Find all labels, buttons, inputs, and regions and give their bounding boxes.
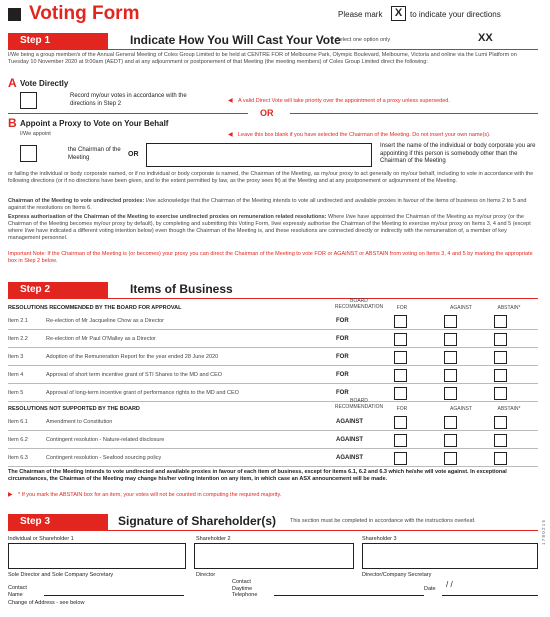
step3-label: Step 3 [8,514,108,530]
header-square-icon [8,8,21,21]
signature-field-1[interactable] [8,543,186,569]
option-a-letter: A [8,76,17,90]
table-row [8,366,538,384]
contact-phone-label: Contact Daytime Telephone [232,579,258,598]
chairman-label: the Chairman of the Meeting [68,147,121,161]
or-divider-right [290,113,538,114]
signature-field-3[interactable] [362,543,538,569]
step2-divider [8,298,538,299]
change-address-label: Change of Address - see below [8,600,85,606]
mark-instruction: Please mark [338,10,383,19]
not-supported-abstain-checkbox[interactable] [494,434,507,447]
chairman-checkbox[interactable] [20,145,37,162]
step1-title: Indicate How You Will Cast Your Vote [130,33,341,47]
recommended-against-checkbox[interactable] [444,351,457,364]
recommended-for-checkbox[interactable] [394,351,407,364]
sig-role-director: Director [196,572,216,578]
step3-title: Signature of Shareholder(s) [118,514,277,528]
board-recommendation: FOR [336,318,349,324]
recommended-for-checkbox[interactable] [394,333,407,346]
col-abstain: ABSTAIN* [497,305,521,311]
recommended-for-checkbox[interactable] [394,369,407,382]
table-row [8,348,538,366]
board-recommendation: AGAINST [336,437,363,443]
item-description: Adoption of the Remuneration Report for the year ended 28 June 2020 [46,354,219,360]
item-description: Approval of short term incentive grant of STI Shares to the MD and CEO [46,372,223,378]
table-row [8,384,538,402]
not-supported-against-checkbox[interactable] [444,434,457,447]
para3-bold: Express authorisation of the Chairman of the Meeting to exercise undirected proxies on remuneration related resolutions: [8,214,327,220]
arrow-right-icon: ▶ [8,492,13,498]
step2-label: Step 2 [8,282,108,298]
form-code: XX [478,32,493,44]
item-number: Item 6.1 [8,419,28,425]
item-number: Item 5 [8,390,24,396]
recommended-against-checkbox[interactable] [444,315,457,328]
recommended-against-checkbox[interactable] [444,387,457,400]
sig-label-sh3: Shareholder 3 [362,536,397,542]
para2-bold: Chairman of the Meeting to vote undirected proxies: [8,198,145,204]
option-a-checkbox[interactable] [20,92,37,109]
step3-divider [8,530,538,531]
recommended-against-checkbox[interactable] [444,333,457,346]
board-recommendation: FOR [336,354,349,360]
not-supported-for-checkbox[interactable] [394,434,407,447]
sig-label-individual: Individual or Shareholder 1 [8,536,74,542]
date-label: Date [424,586,436,592]
arrow-left-icon: ◀ [228,98,233,104]
item-description: Re-election of Mr Jacqueline Chow as a Director [46,318,164,324]
mark-instruction-2: to indicate your directions [410,10,501,19]
step1-label: Step 1 [8,33,108,49]
recommended-for-checkbox[interactable] [394,387,407,400]
insert-name-note: Insert the name of the individual or body corporate you are appointing if this person is somebody other than the Chairman of the Meeting [380,143,536,164]
item-description: Contingent resolution - Seafood sourcing policy [46,455,162,461]
we-appoint-label: I/We appoint [20,131,51,137]
item-description: Approval of long-term incentive grant of performance rights to the MD and CEO [46,390,239,396]
contact-name-field[interactable] [44,595,184,596]
not-supported-header: RESOLUTIONS NOT SUPPORTED BY THE BOARD [8,406,140,412]
chair-voting-note: The Chairman of the Meeting intends to vote undirected and available proxies in favour of each item of business, except for items 6.1, 6.2 and 6.3 which he/she will vote against. In exceptional circumstances, the Chairman of the Meeting may change his/her voting intention on any item, in which case an ASX announcement will be made. [8,469,507,482]
date-field[interactable] [442,595,538,596]
item-number: Item 2.1 [8,318,28,324]
col-board-recommendation: BOARD RECOMMENDATION [334,298,384,310]
signature-field-2[interactable] [194,543,354,569]
step1-divider [8,49,538,50]
option-a-title: Vote Directly [20,79,69,88]
step3-subtitle: This section must be completed in accordance with the instructions overleaf. [290,518,476,524]
col-for-2: FOR [396,406,408,412]
not-supported-abstain-checkbox[interactable] [494,452,507,465]
board-recommendation: FOR [336,390,349,396]
recommended-header: RESOLUTIONS RECOMMENDED BY THE BOARD FOR APPROVAL [8,305,182,311]
or-label: OR [260,108,274,118]
or-small-label: OR [128,151,139,158]
side-code: 1 7 8 0 2 1 5 [541,520,546,546]
item-description: Amendment to Constitution [46,419,113,425]
item-number: Item 2.2 [8,336,28,342]
col-abstain-2: ABSTAIN* [497,406,521,412]
item-number: Item 6.3 [8,455,28,461]
option-b-letter: B [8,116,17,130]
not-supported-for-checkbox[interactable] [394,452,407,465]
step1-intro: I/We being a group member/s of the Annual General Meeting of Coles Group Limited to be held at CENTRE FOR of Melbourne Park, Olympic Boulevard, Melbourne, Victoria and online via the Lumi Platform on Tuesday 10 November 2020 at 9:00am (AEDT) and at any adjournment or postponement of that Meeting (the meeting members) of Coles Group Limited direct the following: [8,52,517,65]
important-note: Important Note: If the Chairman of the Meeting is (or becomes) your proxy you can direct the Chairman of the Meeting to vote FOR or AGAINST or ABSTAIN from voting on Items 3, 4 and 5 by marking the appropriate box in Step 2 below. [8,251,533,264]
option-a-note: A valid Direct Vote will take priority over the appointment of a proxy unless superseded. [238,98,450,104]
recommended-abstain-checkbox[interactable] [494,387,507,400]
not-supported-against-checkbox[interactable] [444,416,457,429]
sig-role-sole-director: Sole Director and Sole Company Secretary [8,572,114,578]
form-title: Voting Form [29,3,140,24]
recommended-abstain-checkbox[interactable] [494,369,507,382]
not-supported-against-checkbox[interactable] [444,452,457,465]
board-recommendation: FOR [336,336,349,342]
contact-name-label: Contact Name [8,585,27,598]
table-row [8,312,538,330]
leave-blank-note: Leave this box blank if you have selected the Chairman of the Meeting. Do not insert your own name(s). [238,132,491,138]
recommended-abstain-checkbox[interactable] [494,315,507,328]
proxy-name-field[interactable] [146,143,372,167]
item-number: Item 4 [8,372,24,378]
sig-role-director-secretary: Director/Company Secretary [362,572,432,578]
recommended-for-checkbox[interactable] [394,315,407,328]
option-a-box-text: Record my/our votes in accordance with the directions in Step 2 [70,93,187,107]
step1-para1: or failing the individual or body corporate named, or if no individual or body corporate is named, the Chairman of the Meeting, as my/our proxy to act generally on my/our behalf, including to vote in accordance with the following directions (or if no directions have been given, and to the extent permitted by law, as the proxy sees fit) at the Meeting and at any postponement or adjournment of the Meeting. [8,171,534,184]
step1-para3 [8,214,538,242]
col-against: AGAINST [450,305,472,311]
board-recommendation: FOR [336,372,349,378]
not-supported-for-checkbox[interactable] [394,416,407,429]
arrow-left-icon-2: ◀ [228,132,233,138]
date-separators: / / [446,580,453,589]
item-description: Contingent resolution - Nature-related disclosure [46,437,165,443]
step2-title: Items of Business [130,282,233,296]
table-row [8,431,538,449]
board-recommendation: AGAINST [336,419,363,425]
table-row [8,449,538,467]
sig-label-sh2: Shareholder 2 [196,536,231,542]
contact-phone-field[interactable] [274,595,424,596]
item-description: Re-election of Mr Paul O'Malley as a Director [46,336,156,342]
col-against-2: AGAINST [450,406,472,412]
table-row [8,330,538,348]
item-number: Item 3 [8,354,24,360]
abstain-note: * If you mark the ABSTAIN box for an item, your votes will not be counted in computing the required majority. [18,492,282,498]
col-for: FOR [396,305,408,311]
or-divider-left [8,113,248,114]
item-number: Item 6.2 [8,437,28,443]
col-board-recommendation-2: BOARD RECOMMENDATION [334,398,384,410]
table-row [8,413,538,431]
para3-text: Where I/we have appointed the Chairman of the Meeting as my/our proxy (or the Chairman of the Meeting becomes my/our proxy by default), by completing and submitting this Voting Form, I/we expressly authorise the Chairman of the Meeting to exercise my/our proxy on Items 3, 4 and 5 (except where I/we have indicated a different voting intention below) even though the Chairman of the Meeting is, and these resolutions are connected directly or indirectly with the remuneration of, a member of key management personnel. [8,214,531,241]
option-b-title: Appoint a Proxy to Vote on Your Behalf [20,119,169,128]
recommended-against-checkbox[interactable] [444,369,457,382]
recommended-abstain-checkbox[interactable] [494,351,507,364]
mark-example-box: X [391,6,406,21]
para2-text: I/we acknowledge that the Chairman of the Meeting intends to vote all undirected and available proxies in favour of the items of business on Items 2 to 5 and against the resolutions on Items 6. [8,198,527,211]
recommended-abstain-checkbox[interactable] [494,333,507,346]
not-supported-abstain-checkbox[interactable] [494,416,507,429]
step1-para2 [8,198,538,212]
step1-subtitle: Select one option only [336,37,391,43]
board-recommendation: AGAINST [336,455,363,461]
